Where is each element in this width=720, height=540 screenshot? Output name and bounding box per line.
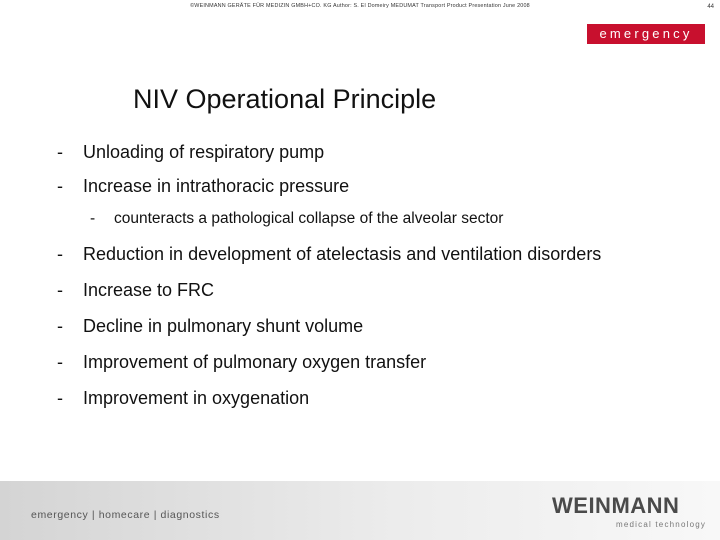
bullet-text: Reduction in development of atelectasis and ventilation disorders [83,244,602,264]
page-number: 44 [707,4,714,10]
bullet-text: Improvement of pulmonary oxygen transfer [83,352,427,372]
bullet-dash: - [57,142,63,162]
bullet-text: Improvement in oxygenation [83,388,310,408]
slide-title: NIV Operational Principle [133,84,437,114]
bullet-item [57,388,309,409]
weinmann-logo [552,489,707,535]
bullet-item [57,316,363,337]
bullet-dash: - [57,388,63,408]
sub-bullet-text: counteracts a pathological collapse of the alveolar sector [114,210,504,227]
bullet-dash: - [57,316,63,336]
logo-subtext: medical technology [616,520,707,529]
bullet-item [57,244,601,265]
bullet-item [57,352,426,373]
bullet-text: Unloading of respiratory pump [83,142,325,162]
footer-tagline: emergency | homecare | diagnostics [31,509,220,521]
bullet-item [57,176,349,197]
sub-bullet-dash: - [90,210,96,227]
footer-band [0,481,720,540]
bullet-text: Increase to FRC [83,280,215,300]
bullet-dash: - [57,244,63,264]
bullet-dash: - [57,280,63,300]
bullet-text: Increase in intrathoracic pressure [83,176,350,196]
bullet-text: Decline in pulmonary shunt volume [83,316,364,336]
bullet-dash: - [57,352,63,372]
emergency-tag: emergency [587,24,705,44]
bullet-dash: - [57,176,63,196]
logo-wordmark: WEINMANN [552,493,680,518]
header-line: ©WEINMANN GERÄTE FÜR MEDIZIN GMBH+CO. KG Author: S. El Domeiry MEDUMAT Transport Product Presentation June 2008 [190,3,530,9]
bullet-item [57,142,324,163]
sub-bullet-item [90,210,503,228]
bullet-item [57,280,214,301]
